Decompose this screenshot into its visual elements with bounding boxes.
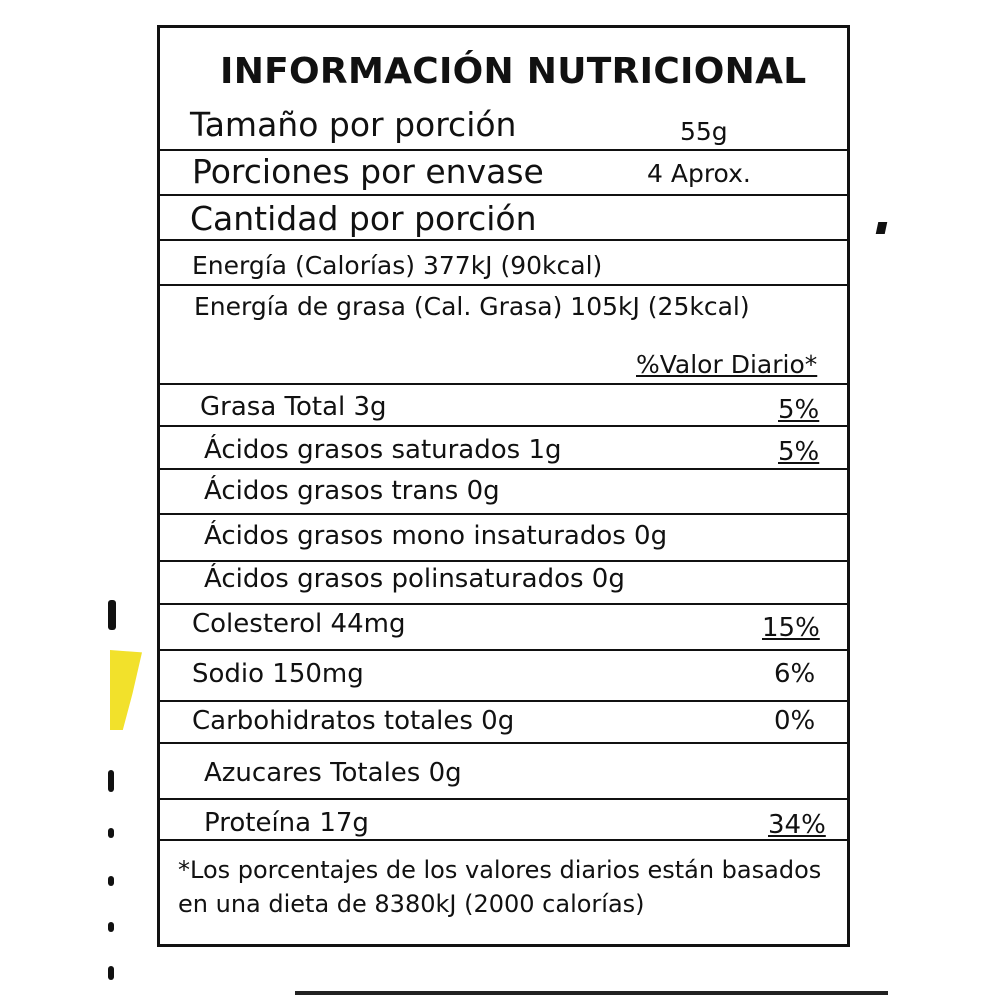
energy-from-fat-row — [160, 286, 847, 385]
nutrient-daily-value: 0% — [774, 706, 816, 736]
serving-size-value: 55g — [680, 117, 728, 146]
nutrient-row — [160, 800, 847, 841]
corner-mark — [876, 222, 888, 234]
nutrient-row — [160, 515, 847, 562]
edge-mark — [108, 966, 114, 980]
nutrient-daily-value: 6% — [774, 659, 816, 689]
nutrient-name: Proteína 17g — [204, 808, 369, 838]
edge-mark — [108, 770, 114, 792]
label-title: INFORMACIÓN NUTRICIONAL — [220, 51, 807, 92]
edge-mark — [108, 828, 114, 838]
edge-mark — [108, 600, 116, 630]
nutrient-daily-value: 5% — [778, 437, 820, 467]
serving-size-label: Tamaño por porción — [190, 105, 517, 144]
servings-per-container-label: Porciones por envase — [192, 152, 544, 191]
amount-per-serving-row — [160, 196, 847, 241]
daily-value-header: %Valor Diario* — [636, 350, 818, 379]
nutrition-facts-label — [157, 25, 850, 947]
nutrient-name: Ácidos grasos trans 0g — [204, 476, 500, 506]
nutrient-name: Ácidos grasos saturados 1g — [204, 435, 562, 465]
nutrient-name: Carbohidratos totales 0g — [192, 706, 515, 736]
amount-per-serving-label: Cantidad por porción — [190, 199, 537, 238]
nutrient-row — [160, 744, 847, 800]
footnote-row — [160, 841, 847, 944]
nutrient-daily-value: 15% — [762, 613, 820, 643]
nutrient-row — [160, 702, 847, 744]
nutrient-row — [160, 562, 847, 605]
nutrient-daily-value: 5% — [778, 395, 820, 425]
nutrient-row — [160, 427, 847, 470]
nutrient-name: Colesterol 44mg — [192, 609, 406, 639]
serving-size-row — [160, 28, 847, 151]
edge-mark — [108, 876, 114, 886]
edge-mark — [108, 922, 114, 932]
nutrient-name: Ácidos grasos polinsaturados 0g — [204, 564, 625, 594]
footnote: *Los porcentajes de los valores diarios están basados en una dieta de 8380kJ (2000 calorías) — [178, 856, 822, 918]
nutrient-name: Grasa Total 3g — [200, 392, 387, 422]
nutrient-row — [160, 605, 847, 651]
servings-per-container-row — [160, 151, 847, 196]
nutrient-row — [160, 385, 847, 427]
energy-label: Energía (Calorías) 377kJ (90kcal) — [192, 251, 603, 280]
nutrient-name: Ácidos grasos mono insaturados 0g — [204, 521, 668, 551]
yellow-fleck — [110, 650, 142, 730]
servings-per-container-value: 4 Aprox. — [647, 159, 751, 188]
energy-from-fat-label: Energía de grasa (Cal. Grasa) 105kJ (25kcal) — [194, 292, 750, 321]
nutrient-name: Azucares Totales 0g — [204, 758, 462, 788]
nutrient-row — [160, 470, 847, 515]
nutrient-daily-value: 34% — [768, 810, 826, 840]
nutrient-name: Sodio 150mg — [192, 659, 364, 689]
bottom-line — [295, 991, 888, 995]
nutrient-row — [160, 651, 847, 702]
energy-row — [160, 241, 847, 286]
